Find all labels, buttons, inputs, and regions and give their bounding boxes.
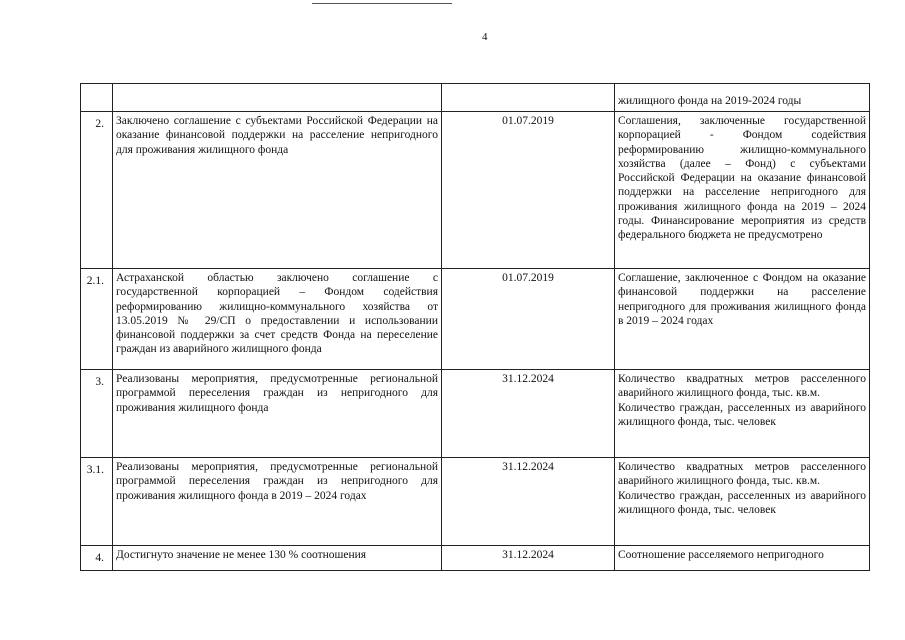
table-row xyxy=(81,546,870,571)
table-row xyxy=(81,269,870,370)
row-description: Реализованы мероприятия, предусмотренные региональной программой переселения граждан из непригодного для проживания жилищного фонда xyxy=(113,370,442,458)
result-paragraph: Количество граждан, расселенных из аварийного жилищного фонда, тыс. человек xyxy=(618,401,866,428)
result-paragraph: жилищного фонда на 2019-2024 годы xyxy=(618,94,802,107)
row-description: Достигнуто значение не менее 130 % соотношения xyxy=(113,546,442,571)
result-paragraph: Количество квадратных метров расселенного аварийного жилищного фонда, тыс. кв.м. xyxy=(618,373,866,400)
table-row xyxy=(81,370,870,458)
row-result xyxy=(615,269,870,370)
row-result xyxy=(615,370,870,458)
page-number: 4 xyxy=(482,31,488,43)
activities-table xyxy=(80,83,870,571)
row-date: 31.12.2024 xyxy=(442,458,615,546)
row-date xyxy=(442,84,615,112)
table-row xyxy=(81,112,870,269)
row-description xyxy=(113,84,442,112)
row-number: 2.1. xyxy=(81,269,113,370)
table-row xyxy=(81,458,870,546)
row-description: Заключено соглашение с субъектами Российской Федерации на оказание финансовой поддержки на расселение непригодного для проживания жилищного фонда xyxy=(113,112,442,269)
row-result xyxy=(615,84,870,112)
row-date: 31.12.2024 xyxy=(442,370,615,458)
row-number: 2. xyxy=(81,112,113,269)
result-paragraph: Соотношение расселяемого непригодного xyxy=(618,549,824,561)
table-row xyxy=(81,84,870,112)
row-number xyxy=(81,84,113,112)
row-date: 31.12.2024 xyxy=(442,546,615,571)
row-result xyxy=(615,458,870,546)
row-number: 3.1. xyxy=(81,458,113,546)
row-result xyxy=(615,112,870,269)
row-result xyxy=(615,546,870,571)
row-date: 01.07.2019 xyxy=(442,112,615,269)
row-description: Реализованы мероприятия, предусмотренные региональной программой переселения граждан из непригодного для проживания жилищного фонда в 2019 – 2024 годах xyxy=(113,458,442,546)
row-number: 4. xyxy=(81,546,113,571)
row-number: 3. xyxy=(81,370,113,458)
result-paragraph: Количество граждан, расселенных из аварийного жилищного фонда, тыс. человек xyxy=(618,489,866,516)
result-paragraph: Соглашение, заключенное с Фондом на оказание финансовой поддержки на расселение непригодного для проживания жилищного фонда в 2019 – 2024 годах xyxy=(618,272,866,327)
row-date: 01.07.2019 xyxy=(442,269,615,370)
result-paragraph: Соглашения, заключенные государственной корпорацией - Фондом содействия реформированию жилищно-коммунального хозяйства (далее – Фонд) с субъектами Российской Федерации на оказание финансовой поддержки на расселение непригодного для проживания жилищного фонда на 2019 – 2024 годы. Финансирование мероприятия из средств федерального бюджета не предусмотрено xyxy=(618,115,866,242)
header-rule xyxy=(312,3,452,4)
result-paragraph: Количество квадратных метров расселенного аварийного жилищного фонда, тыс. кв.м. xyxy=(618,461,866,488)
row-description: Астраханской областью заключено соглашение с государственной корпорацией – Фондом содействия реформированию жилищно-коммунального хозяйства от 13.05.2019 № 29/СП о предоставлении и использовании финансовой поддержки за счет средств Фонда на переселение граждан из аварийного жилищного фонда xyxy=(113,269,442,370)
